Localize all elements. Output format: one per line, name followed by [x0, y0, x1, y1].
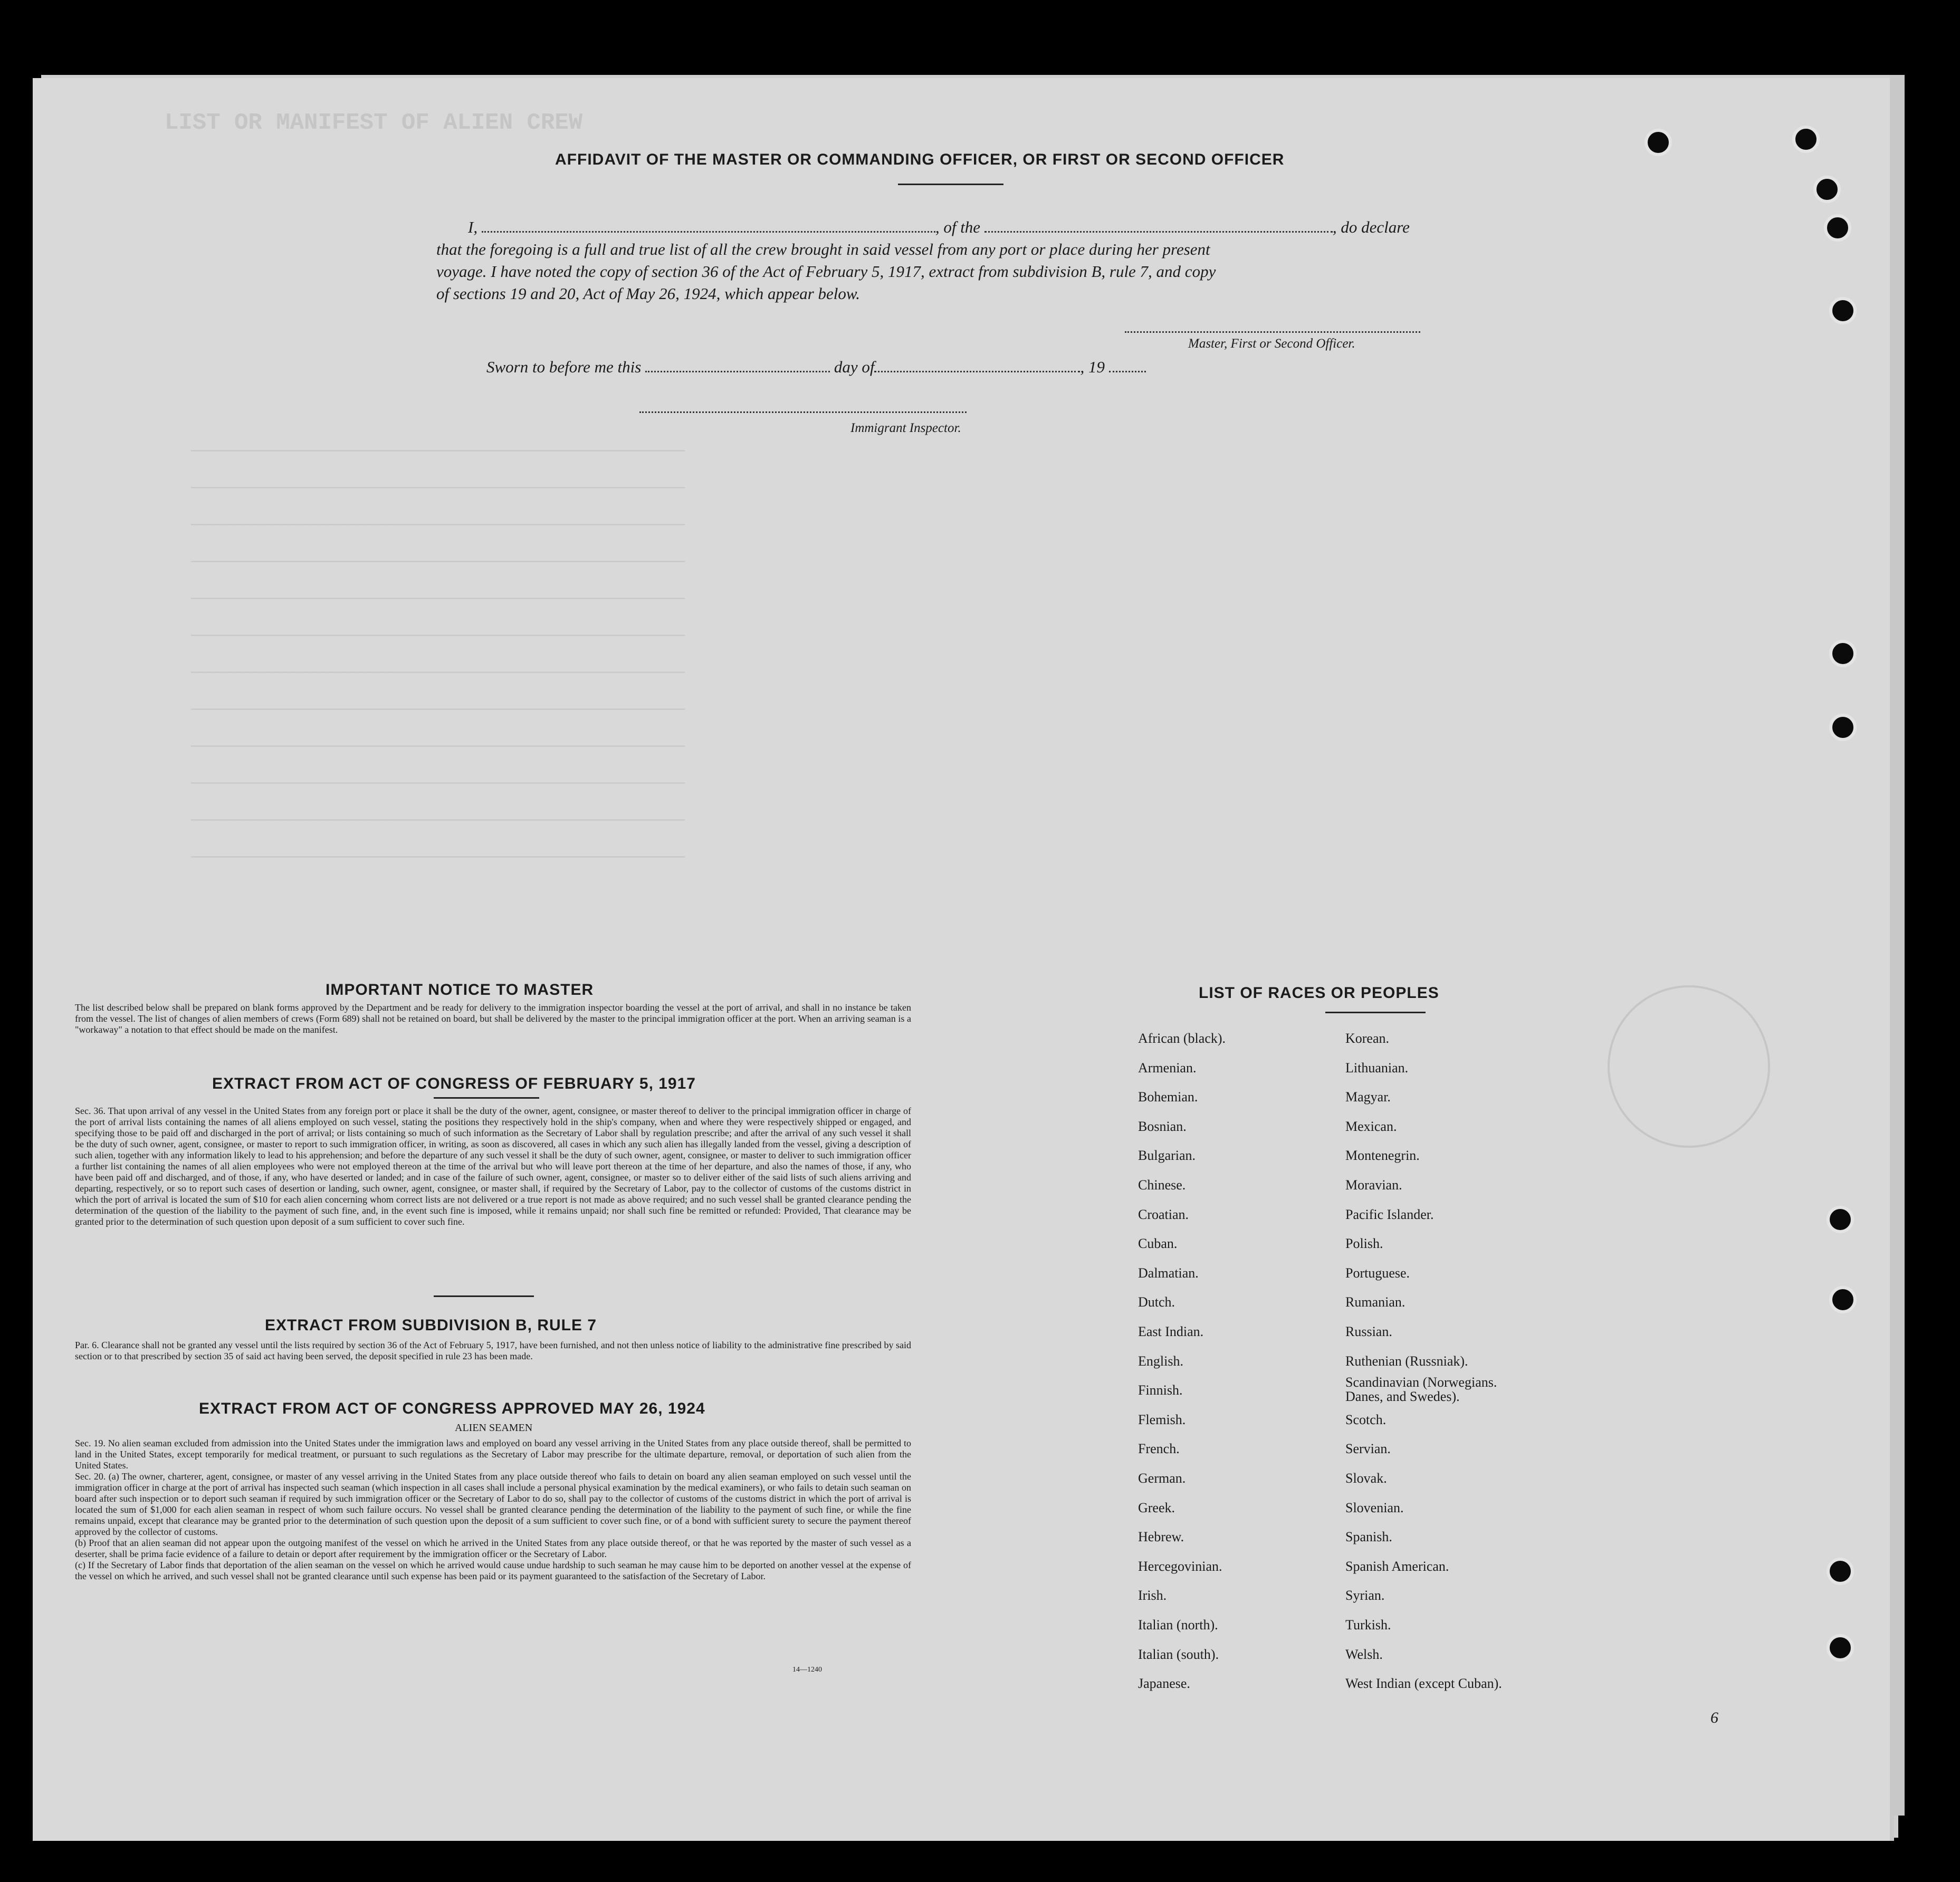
title-rule — [898, 184, 1003, 185]
race-item: Korean. — [1345, 1031, 1390, 1046]
race-item: Polish. — [1345, 1236, 1383, 1252]
punch-hole — [1827, 1558, 1854, 1585]
race-item: Slovenian. — [1345, 1500, 1404, 1515]
extract-1917-body: Sec. 36. That upon arrival of any vessel in the United States from any foreign port or place it shall be the duty of the owner, agent, consignee, or master thereof to deliver to the principal immigration officer in charge of the port of arrival lists containing the names of all aliens employed on such vessel, stating the positions they respectively hold in the ship's company, when and where they were respectively shipped or engaged, and specifying those to be paid off and discharged in the port of arrival; or lists containing so much of such information as the Secretary of Labor shall by regulation prescribe; and after the arrival of any such vessel it shall be the duty of such owner, agent, consignee, or master to report to such immigration officer, in writing, as soon as discovered, all cases in which any such alien has illegally landed from the vessel, giving a description of such alien, together with any information likely to lead to his apprehension; and before the departure of any such vessel it shall be the duty of such owner, agent, consignee, or master to deliver to such immigration officer a further list containing the names of all alien employees who were not employed thereon at the time of the arrival but who will leave port thereon at the time of her departure, and also the names of those, if any, who have been paid off and discharged, and of those, if any, who have deserted or landed; and in case of the failure of such owner, agent, consignee, or master so to deliver either of the said lists of such aliens arriving and departing, respectively, or so to report such cases of desertion or landing, such owner, agent, consignee, or master shall, if required by the Secretary of Labor, pay to the collector of customs of the customs district in which the port of arrival is located the sum of $10 for each alien concerning whom correct lists are not delivered or a true report is not made as above required; and no such vessel shall be granted clearance pending the determination of the question of the liability to the payment of such fine, and, in the event such fine is imposed, while it remains unpaid; nor shall such fine be remitted or refunded: Provided, That clearance may be granted prior to the determination of such question upon deposit of a sum sufficient to cover such fine. — [75, 1106, 911, 1227]
section-20a: Sec. 20. (a) The owner, charterer, agent, consignee, or master of any vessel arriving in the United States from any place outside thereof who fails to detain on board any alien seaman employed on such vessel until the immigration officer in charge at the port of arrival has inspected such seaman (which inspection in all cases shall include a personal physical examination by the medical examiners), or who fails to detain such seaman on board after such inspection or to deport such seaman if required by such immigration officer or the Secretary of Labor to do so, shall pay to the collector of customs of the customs district in which the port of arrival is located the sum of $1,000 for each alien seaman in respect of whom such failure occurs. No vessel shall be granted clearance pending the determination of the liability to the payment of such fine, or while the fine remains unpaid, except that clearance may be granted prior to the determination of such question upon the deposit of a sum sufficient to cover such fine, or of a bond with sufficient surety to secure the payment thereof approved by the collector of customs. — [75, 1471, 911, 1537]
punch-hole — [1813, 176, 1841, 203]
document-page: LIST OR MANIFEST OF ALIEN CREW ———————————————————————————————————————————————————— ———————————————————————————————————————————————————— ———————————————————————————————————————————————————— ———————————————————————————————————————————————————— ———————————————————————————————————————————————————— ———————————————————————————————————————————————————— ———————————————————————————————————————————————————— ———————————————————————————————————————————————————— ———————————————————————————————————————————————————— ———————————————————————————————————————————————————— ———————————————————————————————————————————————————— ———————————————————————————————————————————————————— AFFIDAVIT OF THE MASTER OR COMMANDING OFFICER, OR FIRST OR SECOND OFFICER I, , of the , do declare that the foregoing is a full and true list of all the crew brought in said vessel from any port or place during her present voyage. I have noted the copy of section 36 of the Act of February 5, 1917, extract from subdivision B, rule 7, and copy of sections 19 and 20, Act of May 26, 1924, which appear below. Master, First or Second Officer. Sworn to before me this day of , 19 Immigrant Inspector. IMPORTANT NOTICE TO MASTER The list described below shall be prepared on blank forms approved by the Department and be ready for delivery to the immigration inspector boarding the vessel at the port of arrival, and shall in no instance be taken from the vessel. The list of changes of alien members of crews (Form 689) shall not be retained on board, but shall be delivered by the master to the principal immigration officer at the port. When an arriving seaman is a "workaway" a notation to that effect should be made on the manifest. EXTRACT FROM ACT OF CONGRESS OF FEBRUARY 5, 1917 Sec. 36. That upon arrival of any vessel in the United States from any foreign port or place it shall be the duty of the owner, agent, consignee, or master thereof to deliver to the principal immigration officer in charge of the port of arrival lists containing the names of all aliens employed on such vessel, stating the positions they respectively hold in the ship's company, when and where they were respectively shipped or engaged, and specifying those to be paid off and discharged in the port of arrival; or lists containing so much of such information as the Secretary of Labor shall by regulation prescribe; and after the arrival of any such vessel it shall be the duty of such owner, agent, consignee, or master to report to such immigration officer, in writing, as soon as discovered, all cases in which any such alien has illegally landed from the vessel, giving a description of such alien, together with any information likely to lead to his apprehension; and before the departure of any such vessel it shall be the duty of such owner, agent, consignee, or master to deliver to such immigration officer a further list containing the names of all alien employees who were not employed thereon at the time of the arrival but who will leave port thereon at the time of her departure, and also the names of those, if any, who have been paid off and discharged, and of those, if any, who have deserted or landed; and in case of the failure of such owner, agent, consignee, or master so to deliver either of the said lists of such aliens arriving and departing, respectively, or so to report such cases of desertion or landing, such owner, agent, consignee, or master shall, if required by the Secretary of Labor, pay to the collector of customs of the customs district in which the port of arrival is located the sum of $10 for each alien concerning whom correct lists are not delivered or a true report is not made as above required; and no such vessel shall be granted clearance pending the determination of the question of the liability to the payment of such fine, and, in the event such fine is imposed, while it remains unpaid; nor shall such fine be remitted or refunded: Provided, That clearance may be granted prior to the determination of such question upon deposit of a sum sufficient to cover such fine. EXTRACT FROM SUBDIVISION B, RULE 7 Par. 6. Clearance shall not be granted any vessel until the lists required by section 36 of the Act of February 5, 1917, have been furnished, and not then unless notice of liability to the administrative fine prescribed by said section or to that prescribed by section 35 of said act having been served, the deposit specified in rule 23 has been made. EXTRACT FROM ACT OF CONGRESS APPROVED MAY 26, 1924 ALIEN SEAMEN Sec. 19. No alien seaman excluded from admission into the United States under the immigration laws and employed on board any vessel arriving in the United States from any place outside thereof, shall be permitted to land in the United States, except temporarily for medical treatment, or pursuant to such regulations as the Secretary of Labor may prescribe for the ultimate departure, removal, or deportation of such alien from the United States. Sec. 20. (a) The owner, charterer, agent, consignee, or master of any vessel arriving in the United States from any place outside thereof who fails to detain on board any alien seaman employed on such vessel until the immigration officer in charge at the port of arrival has inspected such seaman (which inspection in all cases shall include a personal physical examination by the medical examiners), or who fails to detain such seaman on board after such inspection or to deport such seaman if required by such immigration officer or the Secretary of Labor to do so, shall pay to the collector of customs of the customs district in which the port of arrival is located the sum of $1,000 for each alien seaman in respect of whom such failure occurs. No vessel shall be granted clearance pending the determination of the liability to the payment of such fine, or while the fine remains unpaid, except that clearance may be granted prior to the determination of such question upon the deposit of a sum sufficient to cover such fine, or of a bond with sufficient surety to secure the payment thereof approved by the collector of customs. (b) Proof that an alien seaman did not appear upon the outgoing manifest of the vessel on which he arrived in the United States from any place outside thereof, or that he was reported by the master of such vessel as a deserter, shall be prima facie evidence of a failure to detain or deport after requirement by the immigration officer or the Secretary of Labor. (c) If the Secretary of Labor finds that deportation of the alien seaman on the vessel on which he arrived would cause undue hardship to such seaman he may cause him to be deported on another vessel at the expense of the vessel on which he arrived, and such vessel shall not be granted clearance until such expense has been paid or its payment guaranteed to the satisfaction of the Secretary of Labor. 14—1240 LIST OF RACES OR PEOPLES African (black). Armenian. Bohemian. Bosnian. Bulgarian. Chinese. Croatian. Cuban. Dalmatian. Dutch. East Indian. English. Finnish. Flemish. French. German. Greek. Hebrew. Hercegovinian. Irish. Italian (north). Italian (south). Japanese. Korean. Lithuanian. Magyar. Mexican. Montenegrin. Moravian. Pacific Islander. Polish. Portuguese. Rumanian. Russian. Ruthenian (Russniak). Scandinavian (Norwegians. Danes, and Swedes). Scotch. Servian. Slovak. Slovenian. Spanish. Spanish American. Syrian. Turkish. Welsh. West Indian (except Cuban). 6 — [33, 78, 1890, 1841]
punch-hole — [1827, 1206, 1854, 1233]
master-signature-line[interactable] — [1125, 331, 1420, 333]
race-item: Armenian. — [1138, 1060, 1197, 1076]
affidavit-declare: , do declare — [1332, 218, 1410, 236]
race-item: Scotch. — [1345, 1412, 1387, 1427]
race-item: Cuban. — [1138, 1236, 1178, 1252]
punch-hole — [1645, 129, 1672, 156]
section-19: Sec. 19. No alien seaman excluded from admission into the United States under the immigration laws and employed on board any vessel arriving in the United States from any place outside thereof, shall be permitted to land in the United States, except temporarily for medical treatment, or pursuant to such regulations as the Secretary of Labor may prescribe for the ultimate departure, removal, or deportation of such alien from the United States. — [75, 1438, 911, 1471]
race-item: Japanese. — [1138, 1676, 1190, 1692]
sworn-day-blank[interactable] — [645, 366, 830, 372]
race-item: English. — [1138, 1353, 1183, 1369]
race-item: Hercegovinian. — [1138, 1558, 1222, 1574]
faded-stamp — [1608, 985, 1770, 1148]
extract-1917-rule — [434, 1097, 539, 1099]
race-item: Bohemian. — [1138, 1089, 1198, 1105]
race-item: Mexican. — [1345, 1118, 1397, 1134]
race-item: Ruthenian (Russniak). — [1345, 1353, 1468, 1369]
race-item: Syrian. — [1345, 1588, 1385, 1603]
race-item: Chinese. — [1138, 1177, 1186, 1193]
race-item: Greek. — [1138, 1500, 1175, 1515]
page-edge — [1890, 75, 1905, 1816]
race-item: Dutch. — [1138, 1294, 1175, 1310]
inspector-label: Immigrant Inspector. — [850, 421, 961, 435]
punch-hole — [1824, 214, 1851, 242]
race-item: Magyar. — [1345, 1089, 1391, 1105]
race-item: Pacific Islander. — [1345, 1206, 1434, 1222]
race-item: West Indian (except Cuban). — [1345, 1676, 1502, 1692]
race-item: Spanish American. — [1345, 1558, 1449, 1574]
punch-hole — [1829, 1286, 1857, 1313]
race-item: Turkish. — [1345, 1617, 1391, 1633]
section-20c: (c) If the Secretary of Labor finds that deportation of the alien seaman on the vessel on which he arrived would cause undue hardship to such seaman he may cause him to be deported on another vessel at the expense of the vessel on which he arrived, and such vessel shall not be granted clearance until such expense has been paid or its payment guaranteed to the satisfaction of the Secretary of Labor. — [75, 1560, 911, 1581]
race-item: Russian. — [1345, 1324, 1392, 1339]
punch-hole — [1829, 640, 1857, 667]
extract-1924-title: EXTRACT FROM ACT OF CONGRESS APPROVED MAY 26, 1924 — [199, 1400, 705, 1417]
sworn-prefix: Sworn to before me this — [486, 358, 642, 376]
race-item: Slovak. — [1345, 1471, 1387, 1486]
vessel-blank[interactable] — [984, 226, 1333, 233]
race-item: Dalmatian. — [1138, 1265, 1199, 1281]
punch-hole — [1827, 1634, 1854, 1662]
margin-note: 6 — [1710, 1709, 1718, 1726]
extract-1924-subtitle: ALIEN SEAMEN — [455, 1422, 533, 1434]
race-item: Moravian. — [1345, 1177, 1402, 1193]
race-item: Hebrew. — [1138, 1529, 1184, 1545]
race-item: German. — [1138, 1471, 1186, 1486]
race-item: Lithuanian. — [1345, 1060, 1409, 1076]
affidavit-title: AFFIDAVIT OF THE MASTER OR COMMANDING OFFICER, OR FIRST OR SECOND OFFICER — [555, 151, 1285, 168]
race-item: African (black). — [1138, 1031, 1226, 1046]
affidavit-line4: of sections 19 and 20, Act of May 26, 1924, which appear below. — [436, 284, 861, 303]
extract-rule7-rule — [434, 1295, 534, 1297]
extract-rule7-body: Par. 6. Clearance shall not be granted any vessel until the lists required by section 36 of the Act of February 5, 1917, have been furnished, and not then unless notice of liability to the administrative fine prescribed by said section or to that prescribed by section 35 of said act having been served, the deposit specified in rule 23 has been made. — [75, 1340, 911, 1361]
race-item: French. — [1138, 1441, 1180, 1457]
race-item: Croatian. — [1138, 1206, 1189, 1222]
sworn-year: , 19 — [1080, 358, 1105, 376]
inspector-signature-line[interactable] — [639, 411, 967, 413]
race-item: Italian (north). — [1138, 1617, 1218, 1633]
affidavit-line2: that the foregoing is a full and true list of all the crew brought in said vessel from any port or place during her present — [436, 240, 1210, 258]
form-number: 14—1240 — [792, 1666, 822, 1674]
race-item: Portuguese. — [1345, 1265, 1410, 1281]
notice-title: IMPORTANT NOTICE TO MASTER — [326, 981, 594, 998]
punch-hole — [1829, 297, 1857, 324]
race-item: Bosnian. — [1138, 1118, 1187, 1134]
punch-hole — [1792, 126, 1820, 153]
name-blank[interactable] — [482, 226, 935, 233]
races-rule — [1325, 1012, 1426, 1013]
race-item: Servian. — [1345, 1441, 1391, 1457]
sworn-year-blank[interactable] — [1109, 366, 1146, 372]
race-item: Scandinavian (Norwegians. Danes, and Swedes). — [1345, 1375, 1497, 1405]
race-item: Rumanian. — [1345, 1294, 1406, 1310]
race-item: Finnish. — [1138, 1382, 1183, 1398]
section-20b: (b) Proof that an alien seaman did not appear upon the outgoing manifest of the vessel on which he arrived in the United States from any place outside thereof, or that he was reported by the master of such vessel as a deserter, shall be prima facie evidence of a failure to detain or deport after requirement by the immigration officer or the Secretary of Labor. — [75, 1538, 911, 1559]
affidavit-of-the: , of the — [935, 218, 981, 236]
sworn-month-blank[interactable] — [874, 366, 1080, 372]
punch-hole — [1829, 714, 1857, 741]
affidavit-line3: voyage. I have noted the copy of section 36 of the Act of February 5, 1917, extract from subdivision B, rule 7, and copy — [436, 262, 1216, 281]
race-item: Spanish. — [1345, 1529, 1392, 1545]
affidavit-statement — [436, 216, 1507, 305]
master-label: Master, First or Second Officer. — [1188, 337, 1355, 351]
race-item: Flemish. — [1138, 1412, 1186, 1427]
races-title: LIST OF RACES OR PEOPLES — [1199, 984, 1439, 1002]
extract-rule7-title: EXTRACT FROM SUBDIVISION B, RULE 7 — [265, 1317, 597, 1334]
affidavit-i: I, — [468, 218, 478, 236]
race-item: Welsh. — [1345, 1646, 1383, 1662]
notice-body: The list described below shall be prepared on blank forms approved by the Department and be ready for delivery to the immigration inspector boarding the vessel at the port of arrival, and shall in no instance be taken from the vessel. The list of changes of alien members of crews (Form 689) shall not be retained on board, but shall be delivered by the master to the principal immigration officer at the port. When an arriving seaman is a "workaway" a notation to that effect should be made on the manifest. — [75, 1002, 911, 1035]
race-item: Bulgarian. — [1138, 1148, 1196, 1164]
sworn-day-of: day of — [834, 358, 875, 376]
race-item: Irish. — [1138, 1588, 1167, 1603]
race-item: Italian (south). — [1138, 1646, 1219, 1662]
sworn-line — [486, 358, 1146, 377]
race-item: East Indian. — [1138, 1324, 1204, 1339]
race-item: Montenegrin. — [1345, 1148, 1420, 1164]
extract-1924-sections — [75, 1438, 911, 1582]
extract-1917-title: EXTRACT FROM ACT OF CONGRESS OF FEBRUARY 5, 1917 — [212, 1075, 696, 1092]
